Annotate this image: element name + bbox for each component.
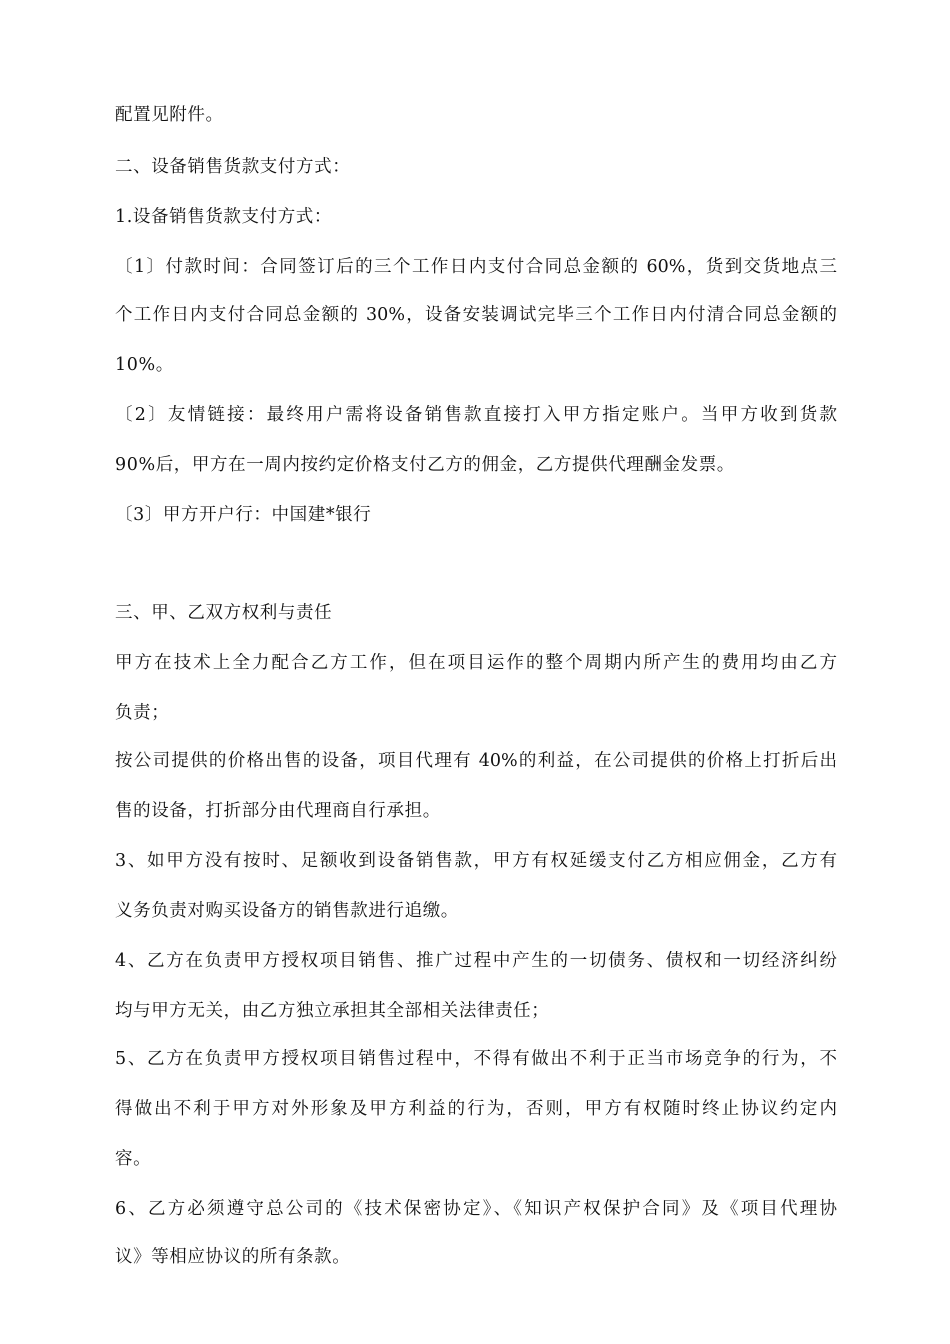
text-line: 1.设备销售货款支付方式： [115,207,332,227]
text-line: 4、乙方在负责甲方授权项目销售、推广过程中产生的一切债务、债权和一切经济纠纷 [115,951,837,971]
text-line: 得做出不利于甲方对外形象及甲方利益的行为，否则，甲方有权随时终止协议约定内 [115,1099,837,1119]
text-line: 〔3〕甲方开户行：中国建*银行 [115,505,372,525]
text-line: 90%后，甲方在一周内按约定价格支付乙方的佣金，乙方提供代理酬金发票。 [115,455,735,475]
text-line: 甲方在技术上全力配合乙方工作，但在项目运作的整个周期内所产生的费用均由乙方 [115,653,837,673]
text-line: 6、乙方必须遵守总公司的《技术保密协定》、《知识产权保护合同》及《项目代理协 [115,1199,837,1219]
text-line: 容。 [115,1149,152,1169]
text-line: 〔2〕友情链接：最终用户需将设备销售款直接打入甲方指定账户。当甲方收到货款 [115,405,837,425]
section-heading-payment: 二、设备销售货款支付方式： [115,157,351,177]
text-line: 3、如甲方没有按时、足额收到设备销售款，甲方有权延缓支付乙方相应佣金，乙方有 [115,851,837,871]
text-line: 售的设备，打折部分由代理商自行承担。 [115,801,441,821]
text-line: 均与甲方无关，由乙方独立承担其全部相关法律责任； [115,1001,550,1021]
text-line: 义务负责对购买设备方的销售款进行追缴。 [115,901,459,921]
text-line: 议》等相应协议的所有条款。 [115,1247,351,1267]
section-heading-rights: 三、甲、乙双方权利与责任 [115,603,333,623]
text-line: 个工作日内支付合同总金额的 30%，设备安装调试完毕三个工作日内付清合同总金额的 [115,305,837,325]
text-line: 按公司提供的价格出售的设备，项目代理有 40%的利益，在公司提供的价格上打折后出 [115,751,837,771]
text-line: 配置见附件。 [115,105,224,125]
text-line: 10%。 [115,355,174,375]
text-line: 负责； [115,703,170,723]
text-line: 5、乙方在负责甲方授权项目销售过程中，不得有做出不利于正当市场竞争的行为，不 [115,1049,837,1069]
text-line: 〔1〕付款时间：合同签订后的三个工作日内支付合同总金额的 60%，货到交货地点三 [115,257,837,277]
